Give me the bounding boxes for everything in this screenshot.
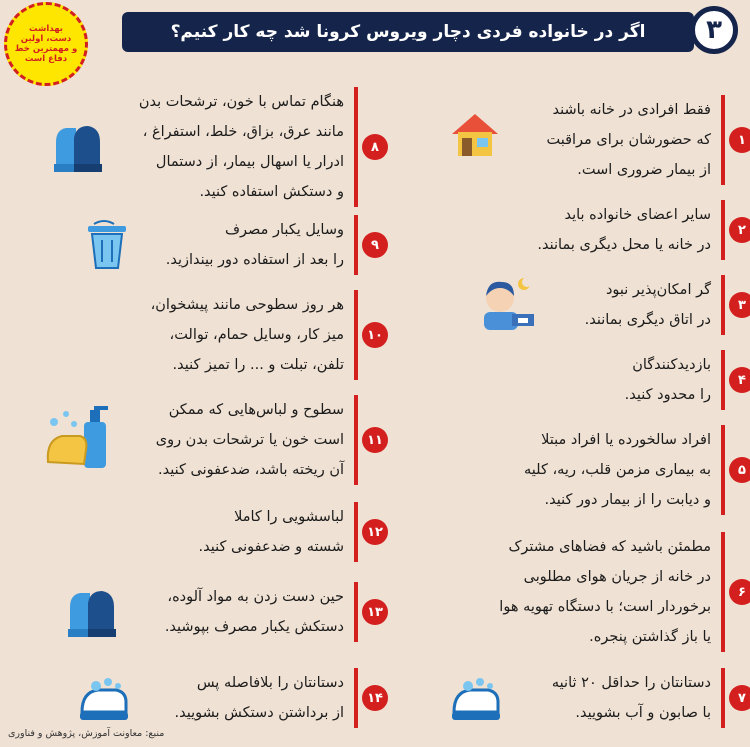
tip-number: ۶: [729, 579, 750, 605]
sanitizer-icon: [44, 402, 110, 472]
tip-text: بازدیدکنندگان را محدود کنید.: [624, 357, 711, 403]
tip-text: هنگام تماس با خون، ترشحات بدن مانند عرق، بزاق، خلط، استفراغ ، ادرار یا اسهال بیمار، از دستمال و دستکش استفاده کنید.: [138, 94, 344, 200]
tip-number: ۹: [362, 232, 388, 258]
page-title: اگر در خانواده فردی دچار ویروس کرونا شد چه کار کنیم؟: [122, 12, 694, 52]
tip-1: [515, 95, 746, 185]
tip-5: [470, 425, 746, 515]
tip-number: ۷: [729, 685, 750, 711]
gloves-icon: [48, 120, 106, 176]
tip-text: دستانتان را حداقل ۲۰ ثانیه با صابون و آب بشویید.: [551, 675, 711, 721]
tip-number: ۱۰: [362, 322, 388, 348]
hand-wash-icon: [448, 676, 504, 722]
tip-9: [150, 215, 379, 275]
tip-8: [108, 87, 379, 207]
tip-text: وسایل یکبار مصرف را بعد از استفاده دور بیندازید.: [165, 222, 344, 268]
hand-hygiene-stamp: بهداشت دست، اولین و مهمترین خط دفاع است: [4, 2, 88, 86]
section-number-badge: ۳: [690, 6, 738, 54]
trash-bin-icon: [84, 218, 130, 270]
tip-7: [510, 668, 746, 728]
tip-number: ۵: [729, 457, 750, 483]
sleeping-person-icon: [474, 274, 538, 332]
tip-number: ۱۳: [362, 599, 388, 625]
tip-4: [585, 350, 746, 410]
source-credit: منبع: معاونت آموزش، پژوهش و فناوری: [8, 728, 165, 739]
tip-text: سایر اعضای خانواده باید در خانه یا محل دیگری بمانند.: [537, 207, 711, 253]
tip-6: [458, 532, 746, 652]
tip-number: ۲: [729, 217, 750, 243]
tip-2: [480, 200, 746, 260]
house-icon: [450, 112, 500, 158]
tip-number: ۱۴: [362, 685, 388, 711]
tip-number: ۴: [729, 367, 750, 393]
tip-number: ۱۲: [362, 519, 388, 545]
tip-text: سطوح و لباس‌هایی که ممکن است خون یا ترشحات بدن روی آن ریخته باشد، ضدعفونی کنید.: [155, 402, 344, 478]
tip-text: لباسشویی را کاملا شسته و ضدعفونی کنید.: [198, 509, 344, 555]
tip-12: [165, 502, 383, 562]
tip-3: [540, 275, 746, 335]
gloves-icon: [62, 585, 120, 641]
tip-number: ۱۱: [362, 427, 388, 453]
tip-text: گر امکان‌پذیر نبود در اتاق دیگری بمانند.: [584, 282, 711, 328]
tip-number: ۳: [729, 292, 750, 318]
tip-13: [130, 582, 383, 642]
tip-number: ۸: [362, 134, 388, 160]
tip-11: [118, 395, 383, 485]
tip-text: حین دست زدن به مواد آلوده، دستکش یکبار مصرف بپوشید.: [164, 589, 344, 635]
tip-10: [128, 290, 383, 380]
tip-text: هر روز سطوحی مانند پیشخوان، میز کار، وسایل حمام، توالت، تلفن، تبلت و ... را تمیز کنید.: [150, 297, 344, 373]
tip-text: افراد سالخورده یا افراد مبتلا به بیماری مزمن قلب، ریه، کلیه و دیابت را از بیمار دور کنید.: [524, 432, 711, 508]
tip-text: دستانتان را بلافاصله پس از برداشتن دستکش بشویید.: [174, 675, 344, 721]
hand-wash-icon: [76, 676, 132, 722]
tip-text: فقط افرادی در خانه باشند که حضورشان برای مراقبت از بیمار ضروری است.: [546, 102, 711, 178]
tip-14: [140, 668, 383, 728]
tip-number: ۱: [729, 127, 750, 153]
tip-text: مطمئن باشید که فضاهای مشترک در خانه از جریان هوای مطلوبی برخوردار است؛ با دستگاه تهویه هوا یا باز گذاشتن پنجره.: [499, 539, 711, 645]
